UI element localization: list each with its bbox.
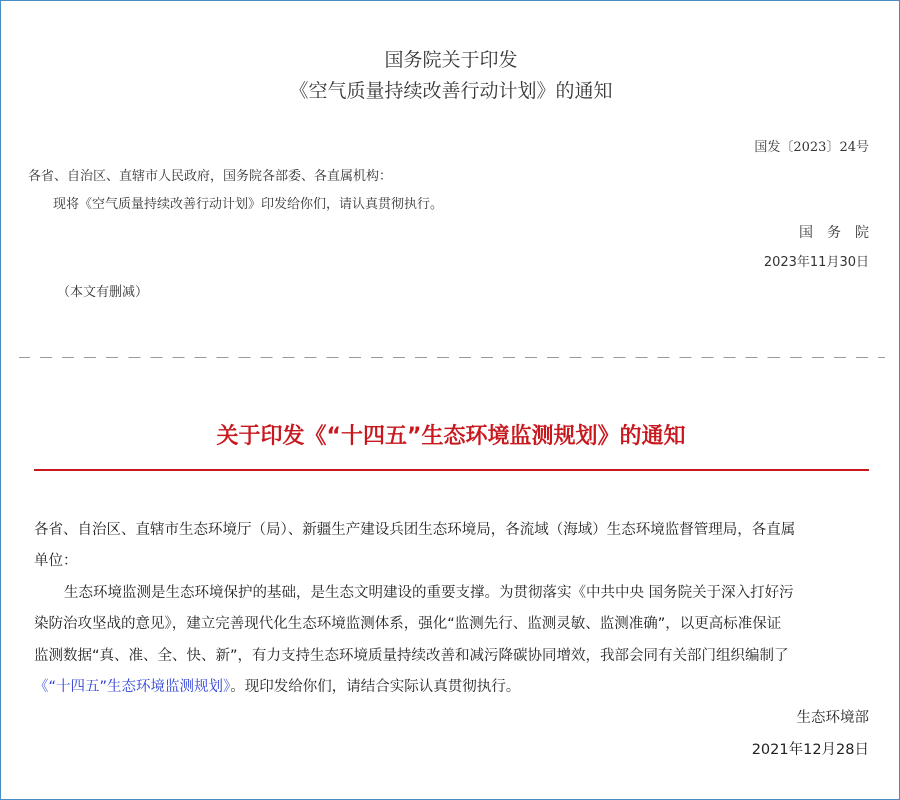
doc2-title: 关于印发《“十四五”生态环境监测规划》的通知	[216, 424, 686, 449]
doc1-addressee: 各省、自治区、直辖市人民政府，国务院各部委、各直属机构：	[28, 169, 393, 184]
doc2-date: 2021年12月28日	[751, 742, 869, 758]
doc1-title-line2: 《空气质量持续改善行动计划》的通知	[289, 80, 613, 102]
doc2-paragraph-line1: 生态环境监测是生态环境保护的基础，是生态文明建设的重要支撑。为贯彻落实《中共中央 国务院关于深入打好污	[64, 585, 794, 601]
doc2-addressee-line2: 单位：	[34, 553, 78, 569]
doc2-paragraph-line4-rest: 。现印发给你们，请结合实际认真贯彻执行。	[230, 679, 521, 695]
doc1-title-line1: 国务院关于印发	[384, 49, 518, 71]
doc1-note: （本文有删减）	[57, 285, 149, 300]
doc2-addressee-line1: 各省、自治区、直辖市生态环境厅（局）、新疆生产建设兵团生态环境局，各流域（海域）生态环境监督管理局，各直属	[34, 522, 796, 538]
doc1-date: 2023年11月30日	[763, 255, 869, 270]
doc1-body: 现将《空气质量持续改善行动计划》印发给你们，请认真贯彻执行。	[53, 197, 444, 212]
doc2-paragraph-line3: 监测数据“真、准、全、快、新”，有力支持生态环境质量持续改善和减污降碳协同增效，我部会同有关部门组织编制了	[34, 648, 789, 664]
plan-link[interactable]: 《“十四五”生态环境监测规划》	[34, 679, 231, 695]
doc2-title-rule	[34, 469, 869, 471]
doc2-signer: 生态环境部	[796, 710, 869, 726]
doc1-doc-number: 国发〔2023〕24号	[754, 140, 869, 155]
doc2-paragraph-line2: 染防治攻坚战的意见》，建立完善现代化生态环境监测体系，强化“监测先行、监测灵敏、监测准确”，以更高标准保证	[34, 616, 782, 632]
doc2-paragraph-line4	[34, 675, 520, 696]
doc1-signer: 国 务 院	[799, 225, 869, 241]
section-divider	[19, 357, 885, 358]
